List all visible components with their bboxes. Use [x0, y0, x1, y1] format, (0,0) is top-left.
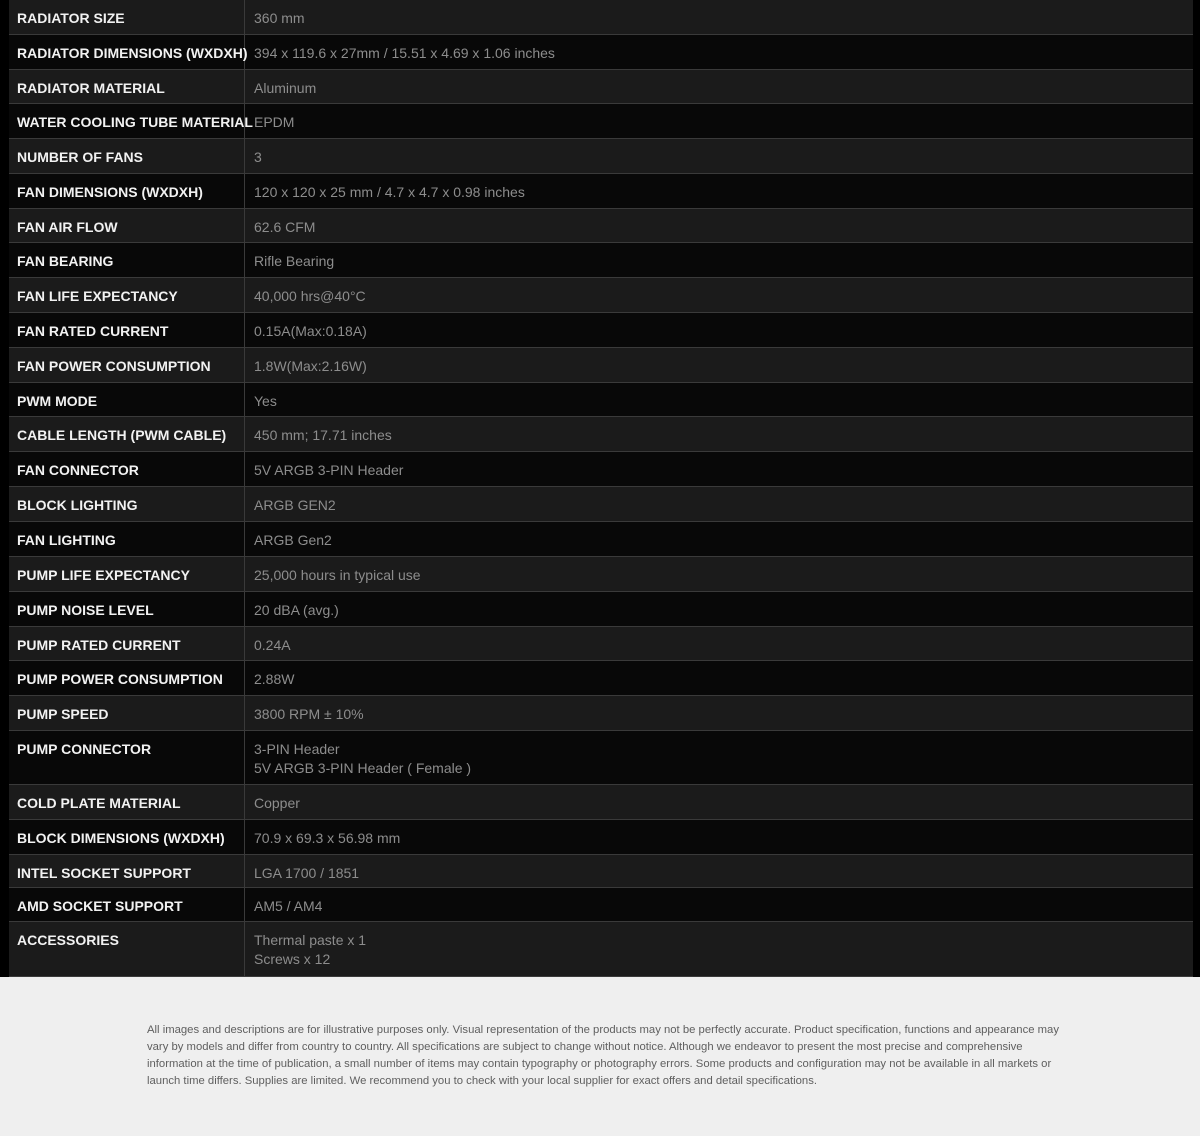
- spec-value-line: 5V ARGB 3-PIN Header ( Female ): [254, 760, 472, 776]
- spec-label: FAN LIGHTING: [9, 522, 245, 556]
- spec-value: [254, 731, 1193, 778]
- spec-label: FAN AIR FLOW: [9, 209, 245, 242]
- spec-value-line: Rifle Bearing: [254, 253, 335, 269]
- spec-row: [9, 278, 1193, 313]
- spec-label: PWM MODE: [9, 383, 245, 416]
- spec-label: AMD SOCKET SUPPORT: [9, 888, 245, 921]
- spec-value-line: Thermal paste x 1: [254, 932, 367, 948]
- spec-label: NUMBER OF FANS: [9, 139, 245, 173]
- spec-value-line: 3-PIN Header: [254, 741, 340, 757]
- spec-row: [9, 417, 1193, 452]
- spec-label: ACCESSORIES: [9, 922, 245, 976]
- spec-label: FAN LIFE EXPECTANCY: [9, 278, 245, 312]
- spec-row: [9, 452, 1193, 487]
- spec-value-line: Aluminum: [254, 80, 317, 96]
- spec-value: [254, 557, 1193, 585]
- spec-row: [9, 139, 1193, 174]
- spec-value-line: 394 x 119.6 x 27mm / 15.51 x 4.69 x 1.06 inches: [254, 45, 555, 61]
- spec-value-line: Copper: [254, 795, 300, 811]
- spec-value-line: 2.88W: [254, 671, 295, 687]
- spec-label: INTEL SOCKET SUPPORT: [9, 855, 245, 887]
- disclaimer-panel: [0, 977, 1200, 1136]
- spec-row: [9, 487, 1193, 522]
- spec-value-line: 360 mm: [254, 10, 305, 26]
- spec-row: [9, 627, 1193, 661]
- spec-value-line: 62.6 CFM: [254, 219, 316, 235]
- spec-value-line: EPDM: [254, 114, 295, 130]
- spec-value-line: AM5 / AM4: [254, 898, 323, 914]
- spec-value: [254, 855, 1193, 883]
- spec-value-line: 0.24A: [254, 637, 291, 653]
- spec-row: [9, 348, 1193, 383]
- spec-value-line: 3: [254, 149, 262, 165]
- spec-label: FAN BEARING: [9, 243, 245, 277]
- spec-value-line: 3800 RPM ± 10%: [254, 706, 364, 722]
- spec-value: [254, 348, 1193, 376]
- spec-value-line: 450 mm; 17.71 inches: [254, 427, 392, 443]
- spec-value: [254, 888, 1193, 916]
- spec-row: [9, 557, 1193, 592]
- spec-row: [9, 70, 1193, 104]
- spec-value: [254, 174, 1193, 202]
- spec-label: PUMP LIFE EXPECTANCY: [9, 557, 245, 591]
- spec-row: [9, 522, 1193, 557]
- spec-label: PUMP SPEED: [9, 696, 245, 730]
- spec-value-line: 120 x 120 x 25 mm / 4.7 x 4.7 x 0.98 inches: [254, 184, 525, 200]
- spec-row: [9, 820, 1193, 855]
- spec-label: RADIATOR SIZE: [9, 0, 245, 34]
- spec-value: [254, 922, 1193, 969]
- spec-value: [254, 785, 1193, 813]
- spec-value-line: ARGB GEN2: [254, 497, 336, 513]
- spec-value-line: Yes: [254, 393, 277, 409]
- spec-row: [9, 592, 1193, 627]
- spec-value-line: ARGB Gen2: [254, 532, 332, 548]
- spec-row: [9, 696, 1193, 731]
- spec-label: PUMP RATED CURRENT: [9, 627, 245, 660]
- spec-row: [9, 209, 1193, 243]
- spec-value: [254, 592, 1193, 620]
- spec-label: PUMP NOISE LEVEL: [9, 592, 245, 626]
- spec-value: [254, 417, 1193, 445]
- spec-row: [9, 888, 1193, 922]
- spec-label: FAN DIMENSIONS (WXDXH): [9, 174, 245, 208]
- spec-value: [254, 452, 1193, 480]
- spec-row: [9, 243, 1193, 278]
- spec-value-line: 70.9 x 69.3 x 56.98 mm: [254, 830, 401, 846]
- spec-value: [254, 139, 1193, 167]
- spec-row: [9, 855, 1193, 888]
- spec-value-line: 40,000 hrs@40°C: [254, 288, 366, 304]
- spec-value: [254, 487, 1193, 515]
- spec-value: [254, 661, 1193, 689]
- spec-label: RADIATOR DIMENSIONS (WXDXH): [9, 35, 245, 69]
- spec-row: [9, 35, 1193, 70]
- spec-row: [9, 661, 1193, 696]
- spec-value: [254, 383, 1193, 411]
- spec-label: PUMP CONNECTOR: [9, 731, 245, 784]
- spec-value: [254, 70, 1193, 98]
- spec-value-line: 0.15A(Max:0.18A): [254, 323, 367, 339]
- spec-label: CABLE LENGTH (PWM CABLE): [9, 417, 245, 451]
- spec-value-line: 25,000 hours in typical use: [254, 567, 421, 583]
- spec-value: [254, 0, 1193, 28]
- spec-value-line: 1.8W(Max:2.16W): [254, 358, 367, 374]
- disclaimer-text: All images and descriptions are for illustrative purposes only. Visual representation of the products may not be perfectly accurate. Product specification, functions and appearance may vary by models and differ from country to country. All specifications are subject to change without notice. Although we endeavor to present the most precise and comprehensive information at the time of publication, a small number of items may contain typography or photography errors. Some products and configuration may not be available in all markets or launch time differs. Supplies are limited. We recommend you to check with your local supplier for exact offers and detail specifications.: [147, 1024, 1059, 1087]
- spec-row: [9, 0, 1193, 35]
- spec-label: FAN RATED CURRENT: [9, 313, 245, 347]
- spec-label: PUMP POWER CONSUMPTION: [9, 661, 245, 695]
- spec-row: [9, 922, 1193, 977]
- spec-value: [254, 627, 1193, 655]
- spec-row: [9, 383, 1193, 417]
- spec-row: [9, 313, 1193, 348]
- spec-value-line: Screws x 12: [254, 951, 331, 967]
- spec-value: [254, 522, 1193, 550]
- spec-value: [254, 209, 1193, 237]
- spec-label: RADIATOR MATERIAL: [9, 70, 245, 103]
- spec-value: [254, 313, 1193, 341]
- spec-value: [254, 696, 1193, 724]
- spec-value: [254, 278, 1193, 306]
- spec-value-line: 20 dBA (avg.): [254, 602, 339, 618]
- spec-label: WATER COOLING TUBE MATERIAL: [9, 104, 245, 138]
- spec-label: FAN POWER CONSUMPTION: [9, 348, 245, 382]
- spec-row: [9, 104, 1193, 139]
- spec-value: [254, 243, 1193, 271]
- spec-value: [254, 820, 1193, 848]
- spec-label: FAN CONNECTOR: [9, 452, 245, 486]
- spec-row: [9, 785, 1193, 820]
- spec-row: [9, 174, 1193, 209]
- spec-row: [9, 731, 1193, 785]
- spec-value: [254, 104, 1193, 132]
- spec-label: BLOCK DIMENSIONS (WXDXH): [9, 820, 245, 854]
- spec-label: BLOCK LIGHTING: [9, 487, 245, 521]
- spec-value: [254, 35, 1193, 63]
- spec-value-line: LGA 1700 / 1851: [254, 865, 360, 881]
- spec-value-line: 5V ARGB 3-PIN Header: [254, 462, 404, 478]
- spec-label: COLD PLATE MATERIAL: [9, 785, 245, 819]
